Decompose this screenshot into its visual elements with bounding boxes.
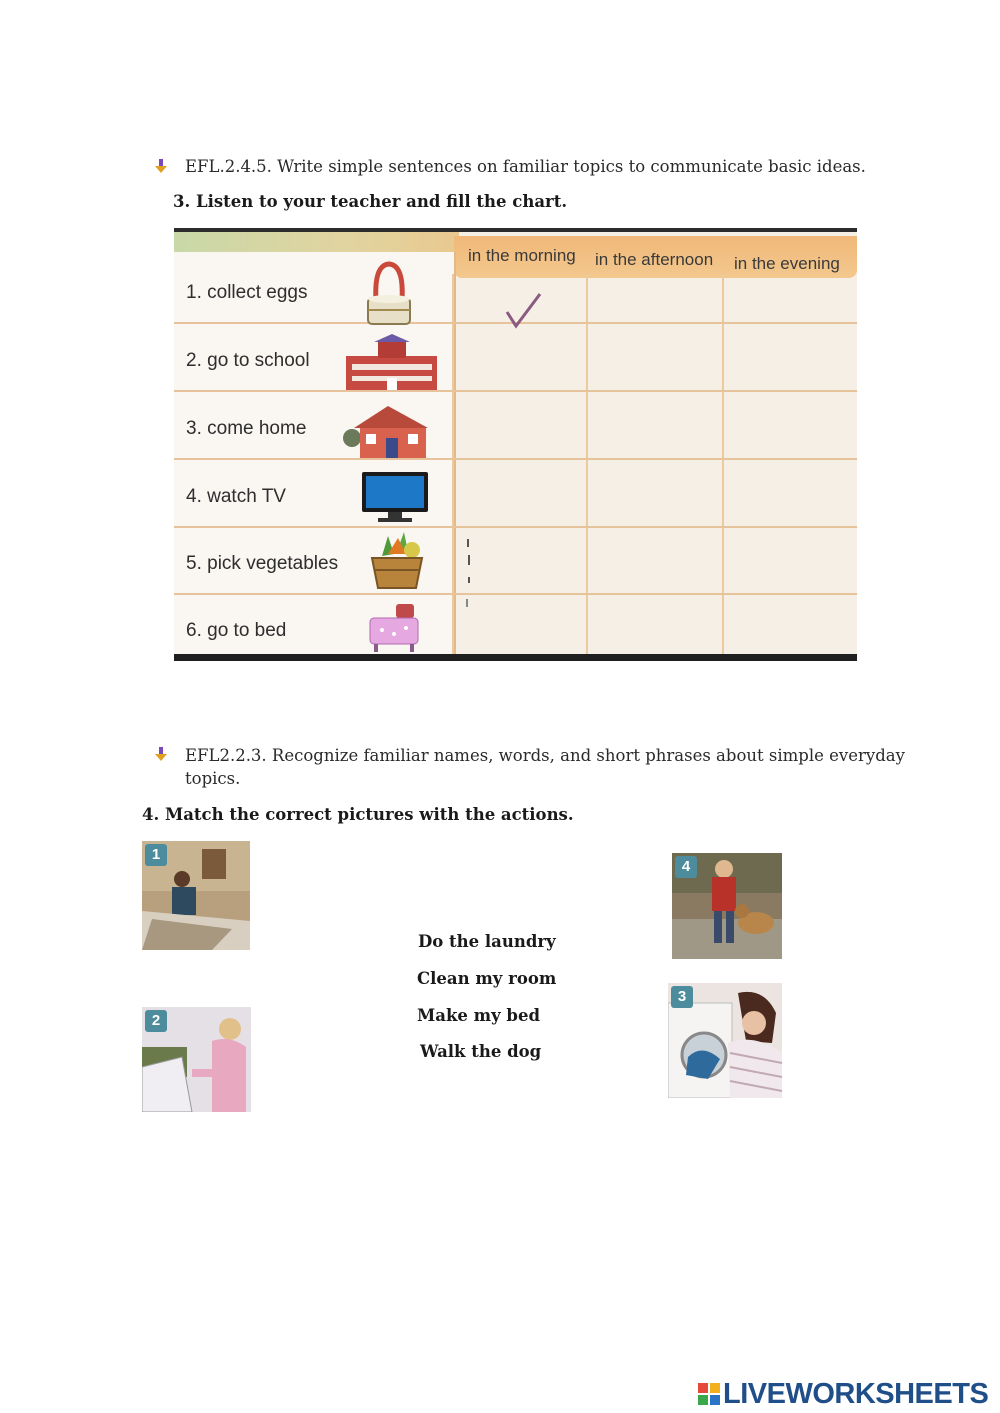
row-label-watch-tv: 4. watch TV	[186, 486, 286, 507]
liveworksheets-logo	[698, 1378, 988, 1410]
col-in-the-afternoon: in the afternoon	[595, 250, 714, 269]
phrase-walk-the-dog[interactable]: Walk the dog	[420, 1042, 542, 1061]
pencil-marks	[464, 537, 474, 609]
bed-icon	[366, 600, 422, 656]
row-label-go-to-bed: 6. go to bed	[186, 620, 287, 641]
cell-row1-afternoon[interactable]	[588, 276, 722, 322]
liveworksheets-mark-icon	[698, 1383, 720, 1405]
school-building-icon	[344, 334, 439, 394]
photo-number-2: 2	[145, 1010, 167, 1032]
row-label-pick-vegetables: 5. pick vegetables	[186, 553, 339, 574]
tv-icon	[360, 470, 430, 524]
phrase-do-the-laundry[interactable]: Do the laundry	[418, 932, 556, 951]
objective-efl-2-4-5: EFL.2.4.5. Write simple sentences on familiar topics to communicate basic ideas.	[185, 157, 866, 176]
row-label-collect-eggs: 1. collect eggs	[186, 282, 308, 303]
bullet-arrow-icon	[154, 158, 168, 174]
phrase-make-my-bed[interactable]: Make my bed	[417, 1006, 540, 1025]
vegetable-basket-icon	[368, 530, 426, 592]
laundry-photo[interactable]	[668, 983, 782, 1098]
photo-number-1: 1	[145, 844, 167, 866]
row-label-come-home: 3. come home	[186, 418, 307, 439]
phrase-clean-my-room[interactable]: Clean my room	[417, 969, 557, 988]
photo-number-3: 3	[671, 986, 693, 1008]
exercise-4-title: 4. Match the correct pictures with the actions.	[142, 805, 574, 824]
logo-text: LIVEWORKSHEETS	[723, 1377, 989, 1410]
cleaning-room-photo[interactable]	[142, 1007, 251, 1112]
objective-efl-2-2-3: EFL2.2.3. Recognize familiar names, words, and short phrases about simple everyday	[185, 746, 905, 765]
row-label-go-to-school: 2. go to school	[186, 350, 310, 371]
making-bed-photo[interactable]	[142, 841, 250, 950]
checkmark-icon	[504, 290, 544, 330]
bullet-arrow-icon	[154, 746, 168, 762]
exercise-3-title: 3. Listen to your teacher and fill the chart.	[173, 192, 568, 211]
house-icon	[342, 402, 434, 462]
objective-efl-2-2-3-cont: topics.	[185, 769, 241, 788]
col-in-the-evening: in the evening	[734, 254, 840, 273]
photo-number-4: 4	[675, 856, 697, 878]
walking-dog-photo[interactable]	[672, 853, 782, 959]
egg-basket-icon	[364, 260, 414, 330]
fill-chart	[174, 228, 857, 661]
cell-row1-evening[interactable]	[724, 276, 857, 322]
col-in-the-morning: in the morning	[468, 246, 576, 265]
